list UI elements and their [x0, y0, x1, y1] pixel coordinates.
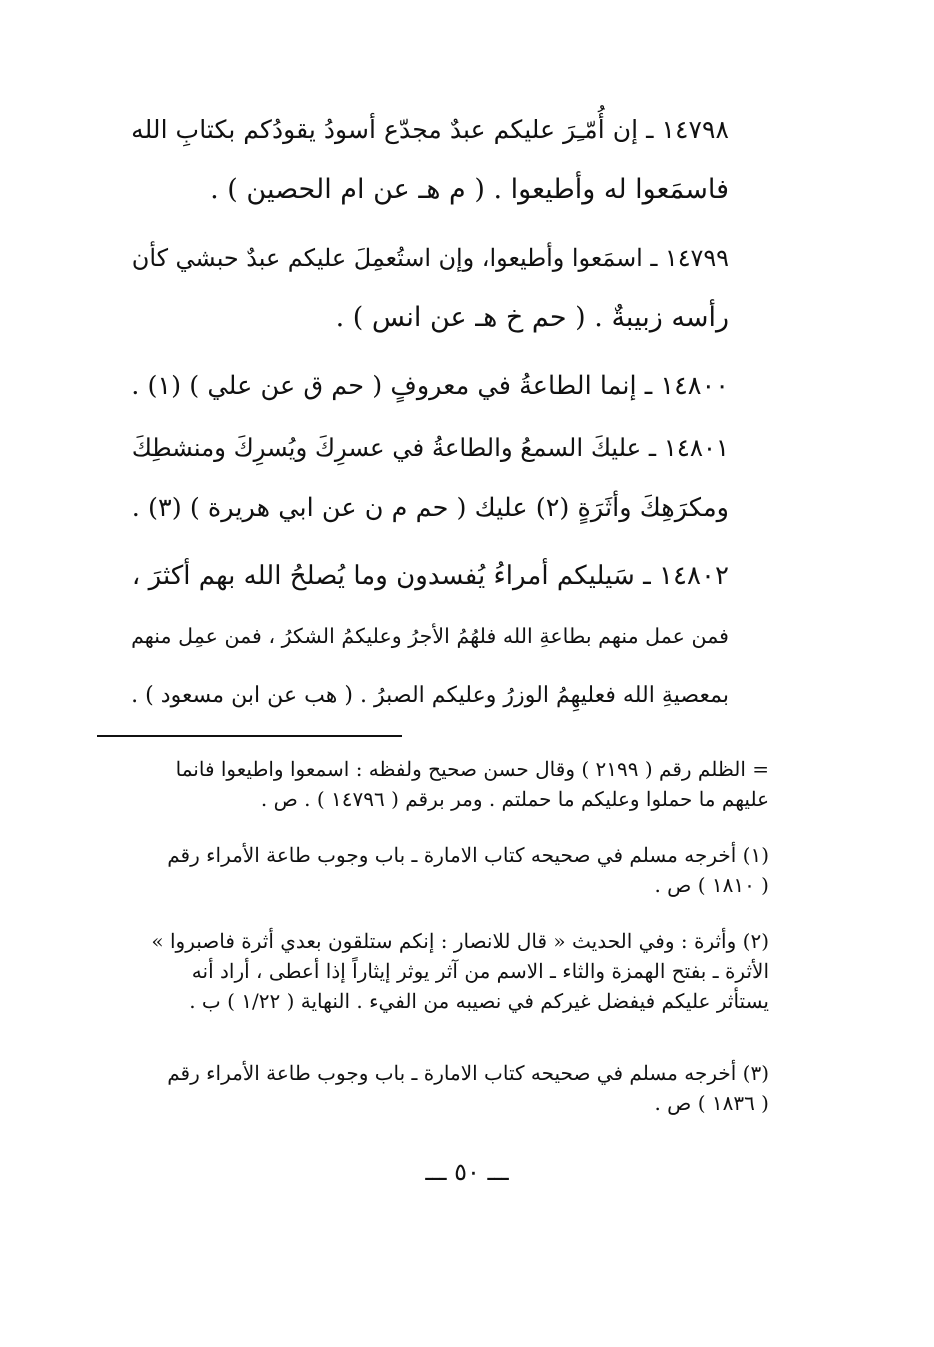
- hadith-line: ١٤٧٩٩ ـ اسمَعوا وأطيعوا، وإن استُعمِلَ عليكم عبدٌ حبشي كأن: [131, 244, 729, 272]
- footnote-line: (١) أخرجه مسلم في صحيحه كتاب الامارة ـ باب وجوب طاعة الأمراء رقم: [167, 843, 769, 867]
- footnote-line: عليهم ما حملوا وعليكم ما حملتم . ومر برقم ( ١٤٧٩٦ ) . ص .: [260, 787, 769, 811]
- footnote-line: = الظلم رقم ( ٢١٩٩ ) وقال حسن صحيح ولفظه : اسمعوا واطيعوا فانما: [175, 757, 769, 781]
- footnote-line: يستأثر عليكم فيفضل غيركم في نصيبه من الفيء . النهاية ( ١/٢٢ ) ب .: [189, 989, 769, 1013]
- hadith-14799: [119, 228, 729, 348]
- page-number: ـــ ٥٠ ـــ: [425, 1158, 509, 1186]
- hadith-line: ١٤٧٩٨ ـ إن أُمّـِرَ عليكم عبدٌ مجدّع أسودُ يقودُكم بكتابِ الله: [131, 115, 729, 144]
- hadith-14798: [119, 100, 729, 220]
- footnote-continuation: [119, 754, 769, 814]
- footnote-line: (٢) وأثرة : وفي الحديث « قال للانصار : إنكم ستلقون بعدي أثرة فاصبروا »: [151, 929, 769, 953]
- footnote-line: ( ١٨١٠ ) ص .: [654, 873, 769, 897]
- hadith-line: ومكرَهِكَ وأثَرَةٍ (٢) عليك ( حم م ن عن ابي هريرة ) (٣) .: [131, 493, 729, 523]
- hadith-14802: [119, 546, 729, 726]
- footnote-line: (٣) أخرجه مسلم في صحيحه كتاب الامارة ـ باب وجوب طاعة الأمراء رقم: [167, 1061, 769, 1085]
- footnote-3: [119, 1058, 769, 1118]
- hadith-line: رأسه زبيبةٌ . ( حم خ هـ عن انس ) .: [335, 302, 729, 333]
- hadith-line: فمن عمل منهم بطاعةِ الله فلهُمُ الأجرُ وعليكمُ الشكرُ ، فمن عمِل منهم: [131, 624, 729, 648]
- hadith-line: ١٤٨٠٢ ـ سَيليكم أمراءُ يُفسدون وما يُصلحُ الله بهم أكثرَ ،: [131, 561, 729, 591]
- hadith-line: فاسمَعوا له وأطيعوا . ( م هـ عن ام الحصين ) .: [210, 174, 729, 205]
- hadith-line: ١٤٨٠١ ـ عليكَ السمعُ والطاعةُ في عسرِكَ ويُسرِكَ ومنشطِكَ: [131, 433, 729, 462]
- footnote-2: [119, 926, 769, 1016]
- footnote-line: الأثرة ـ بفتح الهمزة والثاء ـ الاسم من آثر يوثر إيثاراً إذا أعطى ، أراد أنه: [191, 959, 769, 983]
- hadith-14800: [119, 356, 729, 416]
- footnote-1: [119, 840, 769, 900]
- hadith-line: بمعصيةِ الله فعليهِمُ الوزرُ وعليكم الصبرُ . ( هب عن ابن مسعود ) .: [131, 683, 729, 708]
- hadith-14801: [119, 418, 729, 538]
- hadith-line: ١٤٨٠٠ ـ إنما الطاعةُ في معروفٍ ( حم ق عن علي ) (١) .: [131, 371, 729, 401]
- footnote-line: ( ١٨٣٦ ) ص .: [654, 1091, 769, 1115]
- footnote-separator: [97, 735, 402, 737]
